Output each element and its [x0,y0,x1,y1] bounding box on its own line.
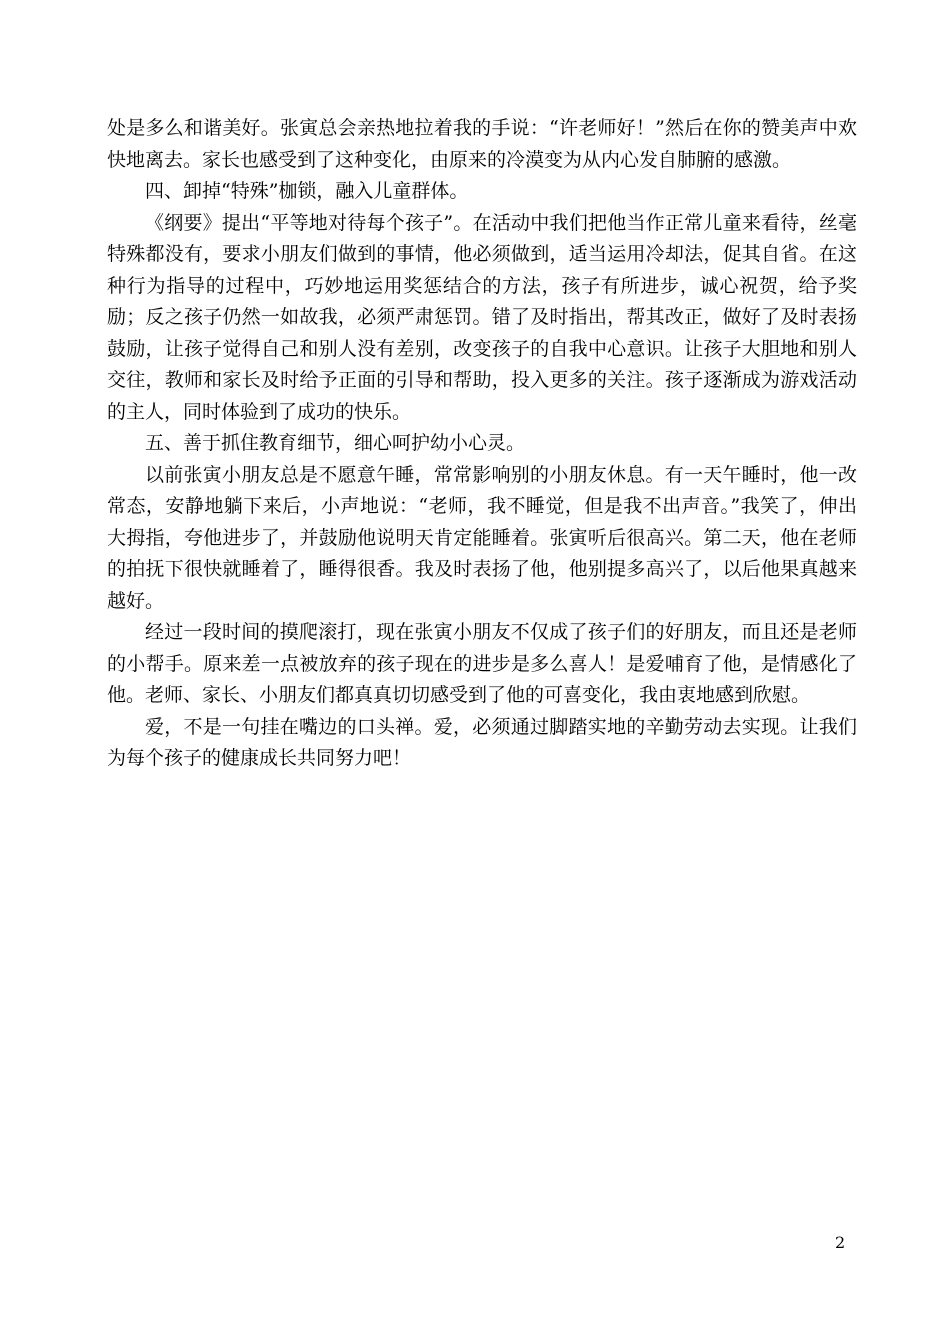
page-number: 2 [835,1233,846,1252]
paragraph-nap-story: 以前张寅小朋友总是不愿意午睡，常常影响别的小朋友休息。有一天午睡时，他一改常态，安静地躺下来后，小声地说：“老师，我不睡觉，但是我不出声音。”我笑了，伸出大拇指，夸他进步了，并鼓励他说明天肯定能睡着。张寅听后很高兴。第二天，他在老师的拍抚下很快就睡着了，睡得很香。我及时表扬了他，他别提多高兴了，以后他果真越来越好。 [107,463,857,612]
section-heading-four: 四、卸掉“特殊”枷锁，融入儿童群体。 [145,180,469,202]
paragraph-equal-treatment: 《纲要》提出“平等地对待每个孩子”。在活动中我们把他当作正常儿童来看待，丝毫特殊都没有，要求小朋友们做到的事情，他必须做到，适当运用冷却法，促其自省。在这种行为指导的过程中，巧妙地运用奖惩结合的方法，孩子有所进步，诚心祝贺，给予奖励；反之孩子仍然一如故我，必须严肃惩罚。错了及时指出，帮其改正，做好了及时表扬鼓励，让孩子觉得自己和别人没有差别，改变孩子的自我中心意识。让孩子大胆地和别人交往，教师和家长及时给予正面的引导和帮助，投入更多的关注。孩子逐渐成为游戏活动的主人，同时体验到了成功的快乐。 [107,211,857,423]
section-heading-five: 五、善于抓住教育细节，细心呵护幼小心灵。 [145,432,526,454]
paragraph-conclusion: 爱，不是一句挂在嘴边的口头禅。爱，必须通过脚踏实地的辛勤劳动去实现。让我们为每个孩子的健康成长共同努力吧！ [107,715,857,769]
document-body [107,113,857,775]
paragraph-progress: 经过一段时间的摸爬滚打，现在张寅小朋友不仅成了孩子们的好朋友，而且还是老师的小帮手。原来差一点被放弃的孩子现在的进步是多么喜人！是爱哺育了他，是情感化了他。老师、家长、小朋友们都真真切切感受到了他的可喜变化，我由衷地感到欣慰。 [107,621,857,706]
paragraph-continuation: 处是多么和谐美好。张寅总会亲热地拉着我的手说：“许老师好！”然后在你的赞美声中欢快地离去。家长也感受到了这种变化，由原来的冷漠变为从内心发自肺腑的感激。 [107,117,857,171]
